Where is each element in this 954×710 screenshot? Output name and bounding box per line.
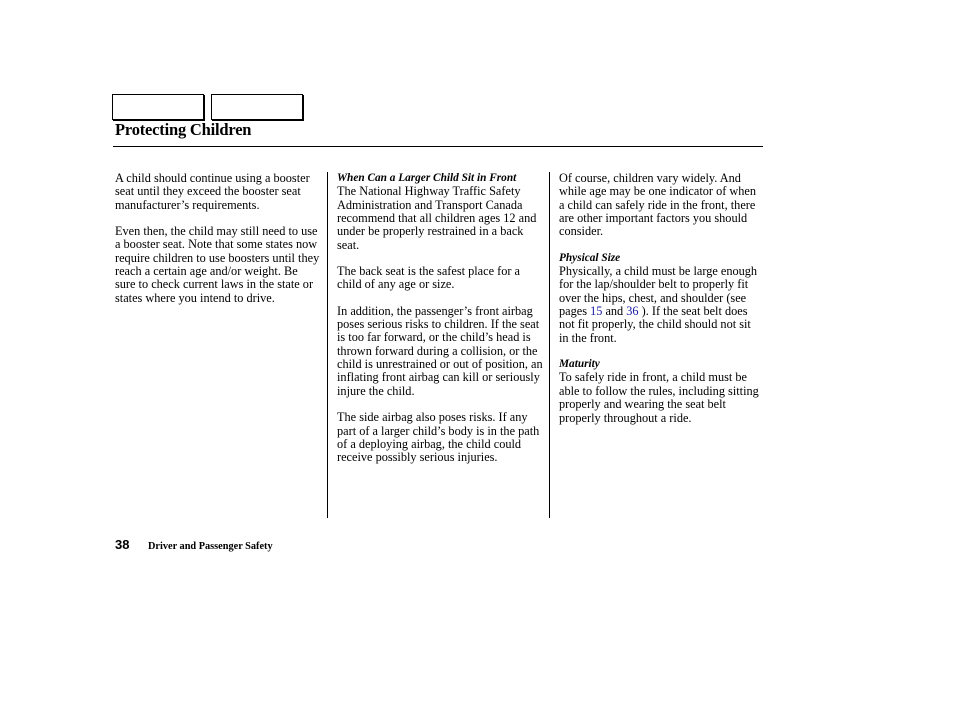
section-heading: Maturity [559, 358, 600, 371]
paragraph [559, 265, 763, 345]
title-divider [113, 146, 763, 147]
nav-button-next[interactable] [211, 94, 303, 120]
section-heading: When Can a Larger Child Sit in Front [337, 172, 517, 184]
text-fragment: Physically, a child must be large enough for the lap/shoulder belt to properly fit over the hips, chest, and shoulder (see pages [559, 264, 758, 319]
section-heading: Physical Size [559, 251, 621, 264]
paragraph: The back seat is the safest place for a child of any age or size. [337, 264, 521, 292]
paragraph: Even then, the child may still need to use a booster seat. Note that some states now require children to use boosters until they reach a certain age and/or weight. Be sure to check current laws in the state or states where you intend to drive. [115, 224, 320, 305]
paragraph: The National Highway Traffic Safety Administration and Transport Canada recommend that all children ages 12 and under be properly restrained in a back seat. [337, 184, 537, 252]
page-link-36[interactable]: 36 [626, 304, 639, 319]
page-title: Protecting Children [115, 120, 252, 139]
column-3 [559, 172, 763, 438]
column-divider [549, 172, 550, 518]
paragraph: The side airbag also poses risks. If any part of a larger child’s body is in the path of a deploying airbag, the child could receive possibly serious injuries. [337, 410, 540, 465]
text-fragment: and [602, 304, 627, 319]
paragraph: Of course, children vary widely. And while age may be one indicator of when a child can safely ride in the front, there are other important factors you should consider. [559, 171, 757, 239]
page-number: 38 [115, 537, 130, 552]
nav-button-previous[interactable] [112, 94, 204, 120]
paragraph: In addition, the passenger’s front airbag poses serious risks to children. If the seat is too far forward, or the child’s head is thrown forward during a collision, or the child is unrestrained or out of position, an inflating front airbag can kill or seriously injure the child. [337, 303, 543, 398]
column-2 [337, 172, 543, 478]
column-divider [327, 172, 328, 518]
text-fragment: ). If the seat belt does not fit properly, the child should not sit in the front. [559, 304, 751, 345]
page-link-15[interactable]: 15 [590, 304, 603, 319]
paragraph: To safely ride in front, a child must be able to follow the rules, including sitting properly and wearing the seat belt properly throughout a ride. [559, 370, 759, 425]
section-name: Driver and Passenger Safety [148, 541, 273, 552]
paragraph: A child should continue using a booster seat until they exceed the booster seat manufacturer’s requirements. [115, 171, 310, 212]
column-1 [115, 172, 321, 318]
